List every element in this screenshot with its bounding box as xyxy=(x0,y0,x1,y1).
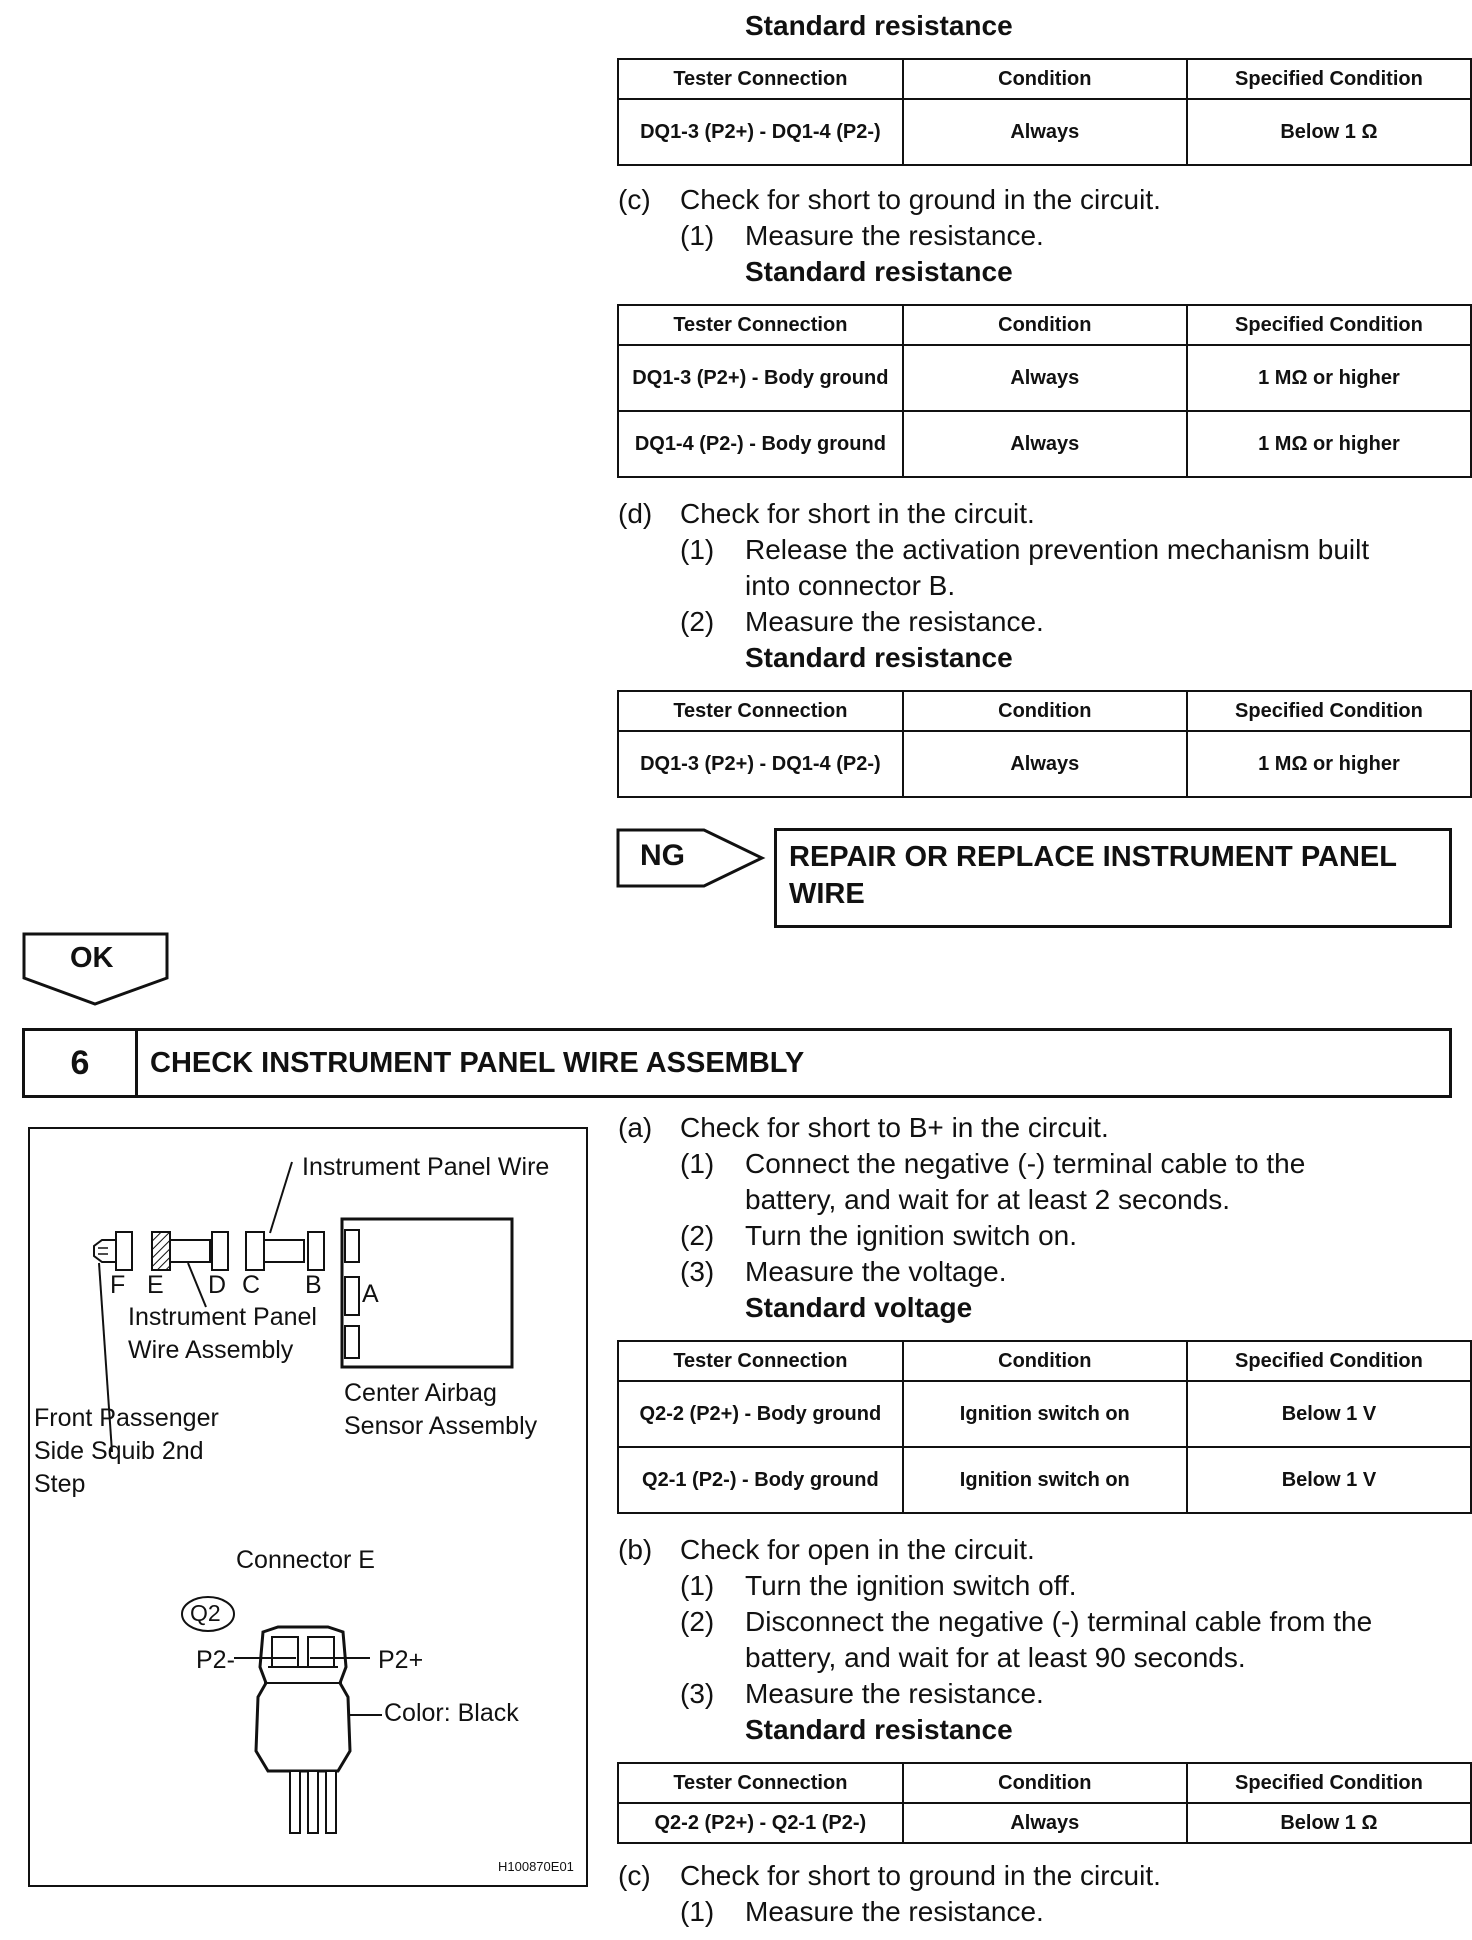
step-d1-line2: into connector B. xyxy=(745,570,956,601)
table-cell: Q2-2 (P2+) - Q2-1 (P2-) xyxy=(618,1803,903,1843)
step-c-mark: (c) xyxy=(618,184,651,215)
table-cell: Ignition switch on xyxy=(903,1381,1187,1447)
spec-table-2 xyxy=(617,304,1472,478)
step-a1-mark: (1) xyxy=(680,1148,715,1179)
table-cell: Below 1 Ω xyxy=(1187,99,1471,165)
th-specified-condition: Specified Condition xyxy=(1187,305,1471,345)
step-a1-line1: Connect the negative (-) terminal cable to the xyxy=(745,1148,1306,1179)
fig-letter-c: C xyxy=(242,1271,261,1299)
fig-p2-minus: P2- xyxy=(196,1646,235,1674)
table-cell: Below 1 V xyxy=(1187,1381,1471,1447)
table-cell: Below 1 Ω xyxy=(1187,1803,1471,1843)
table-cell: DQ1-3 (P2+) - DQ1-4 (P2-) xyxy=(618,99,903,165)
step-c2-text: Check for short to ground in the circuit. xyxy=(680,1860,1161,1891)
fig-fp-line1: Front Passenger xyxy=(34,1404,219,1432)
step-header xyxy=(22,1028,1452,1098)
standard-voltage-heading: Standard voltage xyxy=(745,1292,973,1323)
ng-label: NG xyxy=(640,839,685,872)
table-cell: Q2-2 (P2+) - Body ground xyxy=(618,1381,903,1447)
th-tester-connection: Tester Connection xyxy=(618,59,903,99)
step-c1-text: Measure the resistance. xyxy=(745,220,1044,251)
step-d1-mark: (1) xyxy=(680,534,715,565)
table-cell: 1 MΩ or higher xyxy=(1187,345,1471,411)
th-specified-condition: Specified Condition xyxy=(1187,59,1471,99)
table-row xyxy=(618,411,1471,477)
th-tester-connection: Tester Connection xyxy=(618,1341,903,1381)
step-d1-line1: Release the activation prevention mechanism built xyxy=(745,534,1370,565)
ok-label: OK xyxy=(70,942,114,974)
standard-resistance-heading-1: Standard resistance xyxy=(745,10,1013,41)
step-a3-text: Measure the voltage. xyxy=(745,1256,1007,1287)
fig-q2: Q2 xyxy=(190,1600,221,1626)
step-a-mark: (a) xyxy=(618,1112,653,1143)
step-c-text: Check for short to ground in the circuit. xyxy=(680,184,1161,215)
th-tester-connection: Tester Connection xyxy=(618,691,903,731)
table-cell: Below 1 V xyxy=(1187,1447,1471,1513)
step-c1-mark: (1) xyxy=(680,220,715,251)
table-cell: Always xyxy=(903,1803,1187,1843)
repair-box xyxy=(774,828,1452,928)
table-row xyxy=(618,345,1471,411)
step-c2-1-mark: (1) xyxy=(680,1896,715,1927)
th-condition: Condition xyxy=(903,1763,1187,1803)
repair-text: REPAIR OR REPLACE INSTRUMENT PANEL WIRE xyxy=(789,841,1397,910)
fig-letter-f: F xyxy=(110,1271,126,1299)
fig-p2-plus: P2+ xyxy=(378,1646,424,1674)
step-c2-mark: (c) xyxy=(618,1860,651,1891)
table-cell: Always xyxy=(903,345,1187,411)
th-specified-condition: Specified Condition xyxy=(1187,1763,1471,1803)
table-row xyxy=(618,1803,1471,1843)
th-tester-connection: Tester Connection xyxy=(618,1763,903,1803)
fig-center-line1: Center Airbag xyxy=(344,1379,497,1407)
table-cell: 1 MΩ or higher xyxy=(1187,411,1471,477)
spec-table-4 xyxy=(617,1340,1472,1514)
step-a-text: Check for short to B+ in the circuit. xyxy=(680,1112,1109,1143)
table-cell: 1 MΩ or higher xyxy=(1187,731,1471,797)
table-cell: Always xyxy=(903,731,1187,797)
table-cell: DQ1-3 (P2+) - Body ground xyxy=(618,345,903,411)
standard-resistance-heading-4: Standard resistance xyxy=(745,1714,1013,1745)
fig-code: H100870E01 xyxy=(498,1859,574,1874)
step-c2-1-text: Measure the resistance. xyxy=(745,1896,1044,1927)
fig-fp-line2: Side Squib 2nd xyxy=(34,1437,204,1465)
step-b1-mark: (1) xyxy=(680,1570,715,1601)
spec-table-1 xyxy=(617,58,1472,166)
step-d-text: Check for short in the circuit. xyxy=(680,498,1035,529)
th-condition: Condition xyxy=(903,305,1187,345)
step-a1-line2: battery, and wait for at least 2 seconds. xyxy=(745,1184,1231,1215)
table-cell: Q2-1 (P2-) - Body ground xyxy=(618,1447,903,1513)
table-cell: Always xyxy=(903,99,1187,165)
table-row xyxy=(618,1447,1471,1513)
fig-letter-a: A xyxy=(362,1280,379,1308)
step-b1-text: Turn the ignition switch off. xyxy=(745,1570,1077,1601)
fig-letter-e: E xyxy=(147,1271,164,1299)
step-number: 6 xyxy=(25,1031,138,1095)
fig-ipwa-line1: Instrument Panel xyxy=(128,1303,317,1331)
ng-arrow xyxy=(616,828,766,888)
spec-table-3 xyxy=(617,690,1472,798)
step-d-mark: (d) xyxy=(618,498,653,529)
table-cell: Ignition switch on xyxy=(903,1447,1187,1513)
table-cell: DQ1-4 (P2-) - Body ground xyxy=(618,411,903,477)
step-a3-mark: (3) xyxy=(680,1256,715,1287)
wiring-diagram xyxy=(28,1127,588,1887)
fig-ipwa-line2: Wire Assembly xyxy=(128,1336,294,1364)
step-d2-text: Measure the resistance. xyxy=(745,606,1044,637)
step-b-mark: (b) xyxy=(618,1534,653,1565)
fig-center-line2: Sensor Assembly xyxy=(344,1412,538,1440)
step-a2-mark: (2) xyxy=(680,1220,715,1251)
step-b3-mark: (3) xyxy=(680,1678,715,1709)
fig-instrument-panel-wire: Instrument Panel Wire xyxy=(302,1153,550,1181)
fig-fp-line3: Step xyxy=(34,1470,86,1498)
table-cell: Always xyxy=(903,411,1187,477)
fig-letter-d: D xyxy=(208,1271,227,1299)
th-specified-condition: Specified Condition xyxy=(1187,1341,1471,1381)
step-b2-line2: battery, and wait for at least 90 seconds. xyxy=(745,1642,1246,1673)
spec-table-5 xyxy=(617,1762,1472,1844)
table-row xyxy=(618,99,1471,165)
fig-letter-b: B xyxy=(305,1271,322,1299)
step-b2-line1: Disconnect the negative (-) terminal cable from the xyxy=(745,1606,1373,1637)
step-title: CHECK INSTRUMENT PANEL WIRE ASSEMBLY xyxy=(150,1046,805,1079)
step-a2-text: Turn the ignition switch on. xyxy=(745,1220,1078,1251)
table-row xyxy=(618,731,1471,797)
th-tester-connection: Tester Connection xyxy=(618,305,903,345)
fig-color: Color: Black xyxy=(384,1699,519,1727)
standard-resistance-heading-2: Standard resistance xyxy=(745,256,1013,287)
th-condition: Condition xyxy=(903,59,1187,99)
th-condition: Condition xyxy=(903,1341,1187,1381)
table-cell: DQ1-3 (P2+) - DQ1-4 (P2-) xyxy=(618,731,903,797)
table-row xyxy=(618,1381,1471,1447)
standard-resistance-heading-3: Standard resistance xyxy=(745,642,1013,673)
fig-connector-e: Connector E xyxy=(236,1546,375,1574)
step-d2-mark: (2) xyxy=(680,606,715,637)
step-b3-text: Measure the resistance. xyxy=(745,1678,1044,1709)
th-specified-condition: Specified Condition xyxy=(1187,691,1471,731)
step-b2-mark: (2) xyxy=(680,1606,715,1637)
step-b-text: Check for open in the circuit. xyxy=(680,1534,1035,1565)
th-condition: Condition xyxy=(903,691,1187,731)
